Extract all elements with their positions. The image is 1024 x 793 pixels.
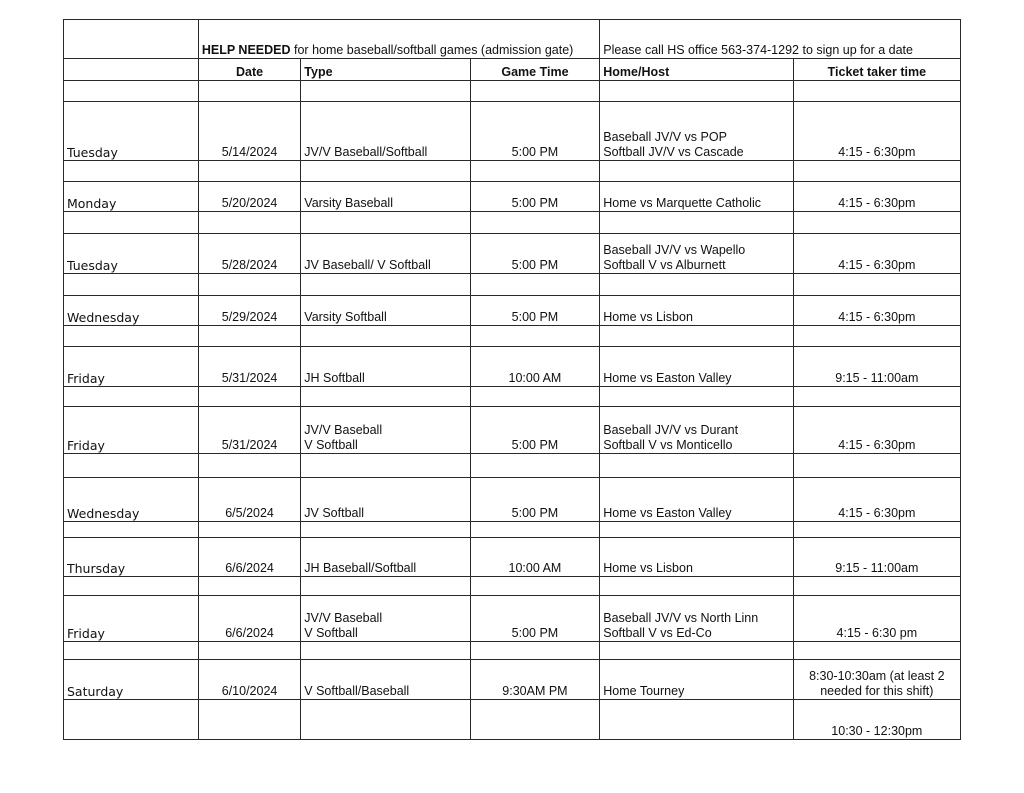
sign-up-note: Please call HS office 563-374-1292 to sign up for a date: [600, 20, 961, 59]
table-row: [64, 596, 961, 642]
date-cell: 5/14/2024: [198, 102, 300, 161]
home-host-cell: Home vs Lisbon: [600, 538, 793, 577]
game-time-cell: 5:00 PM: [470, 234, 600, 274]
type-cell: JV/V Baseball V Softball: [301, 596, 470, 642]
home-host-cell: Baseball JV/V vs POP Softball JV/V vs Cascade: [600, 102, 793, 161]
home-host-cell: Home vs Easton Valley: [600, 347, 793, 387]
ticket-time-cell: 4:15 - 6:30pm: [793, 234, 960, 274]
table-row: [64, 102, 961, 161]
game-time-cell: 5:00 PM: [470, 296, 600, 326]
column-header-date: Date: [198, 59, 300, 81]
home-host-cell: Home vs Easton Valley: [600, 478, 793, 522]
ticket-time-cell: 9:15 - 11:00am: [793, 347, 960, 387]
date-cell: 6/5/2024: [198, 478, 300, 522]
schedule-table: [63, 19, 961, 740]
day-cell: Friday: [64, 407, 199, 454]
day-cell: Friday: [64, 347, 199, 387]
home-host-cell: Home vs Marquette Catholic: [600, 182, 793, 212]
blank-cell: [64, 59, 199, 81]
type-cell: Varsity Softball: [301, 296, 470, 326]
ticket-time-cell: 4:15 - 6:30pm: [793, 182, 960, 212]
home-host-cell: Baseball JV/V vs Durant Softball V vs Monticello: [600, 407, 793, 454]
column-header-type: Type: [301, 59, 470, 81]
game-time-cell: 9:30AM PM: [470, 660, 600, 700]
type-cell: JV Softball: [301, 478, 470, 522]
table-row: [64, 407, 961, 454]
game-time-cell: 10:00 AM: [470, 347, 600, 387]
day-cell: Wednesday: [64, 296, 199, 326]
type-cell: Varsity Baseball: [301, 182, 470, 212]
table-row: [64, 660, 961, 700]
day-cell: Tuesday: [64, 102, 199, 161]
home-host-cell: Home Tourney: [600, 660, 793, 700]
ticket-time-cell: 4:15 - 6:30 pm: [793, 596, 960, 642]
day-cell: Thursday: [64, 538, 199, 577]
home-host-cell: Baseball JV/V vs North Linn Softball V vs Ed-Co: [600, 596, 793, 642]
date-cell: 5/29/2024: [198, 296, 300, 326]
home-host-cell: Home vs Lisbon: [600, 296, 793, 326]
game-time-cell: 5:00 PM: [470, 596, 600, 642]
game-time-cell: 10:00 AM: [470, 538, 600, 577]
day-cell: Monday: [64, 182, 199, 212]
type-cell: JV Baseball/ V Softball: [301, 234, 470, 274]
ticket-time-cell: 4:15 - 6:30pm: [793, 296, 960, 326]
column-header-home-host: Home/Host: [600, 59, 793, 81]
game-time-cell: 5:00 PM: [470, 407, 600, 454]
game-time-cell: 5:00 PM: [470, 182, 600, 212]
date-cell: 5/20/2024: [198, 182, 300, 212]
table-row: [64, 234, 961, 274]
table-row: [64, 478, 961, 522]
ticket-time-cell: 4:15 - 6:30pm: [793, 407, 960, 454]
day-cell: Wednesday: [64, 478, 199, 522]
table-row: [64, 538, 961, 577]
table-row: [64, 296, 961, 326]
date-cell: 5/28/2024: [198, 234, 300, 274]
final-shift-cell: 10:30 - 12:30pm: [793, 700, 960, 740]
date-cell: 6/6/2024: [198, 538, 300, 577]
column-header-game-time: Game Time: [470, 59, 600, 81]
date-cell: 6/10/2024: [198, 660, 300, 700]
day-cell: Tuesday: [64, 234, 199, 274]
game-time-cell: 5:00 PM: [470, 478, 600, 522]
type-cell: JV/V Baseball/Softball: [301, 102, 470, 161]
ticket-time-cell: 4:15 - 6:30pm: [793, 102, 960, 161]
home-host-cell: Baseball JV/V vs Wapello Softball V vs Alburnett: [600, 234, 793, 274]
day-cell: Friday: [64, 596, 199, 642]
table-row: [64, 700, 961, 740]
table-row: [64, 347, 961, 387]
ticket-time-cell: 9:15 - 11:00am: [793, 538, 960, 577]
column-header-ticket-time: Ticket taker time: [793, 59, 960, 81]
table-row: [64, 182, 961, 212]
date-cell: 6/6/2024: [198, 596, 300, 642]
type-cell: JV/V Baseball V Softball: [301, 407, 470, 454]
blank-cell: [64, 20, 199, 59]
type-cell: JH Baseball/Softball: [301, 538, 470, 577]
date-cell: 5/31/2024: [198, 347, 300, 387]
day-cell: Saturday: [64, 660, 199, 700]
date-cell: 5/31/2024: [198, 407, 300, 454]
type-cell: V Softball/Baseball: [301, 660, 470, 700]
help-needed-note: HELP NEEDED for home baseball/softball games (admission gate): [198, 20, 599, 59]
ticket-time-cell: 4:15 - 6:30pm: [793, 478, 960, 522]
type-cell: JH Softball: [301, 347, 470, 387]
ticket-time-cell: 8:30-10:30am (at least 2 needed for this shift): [793, 660, 960, 700]
game-time-cell: 5:00 PM: [470, 102, 600, 161]
